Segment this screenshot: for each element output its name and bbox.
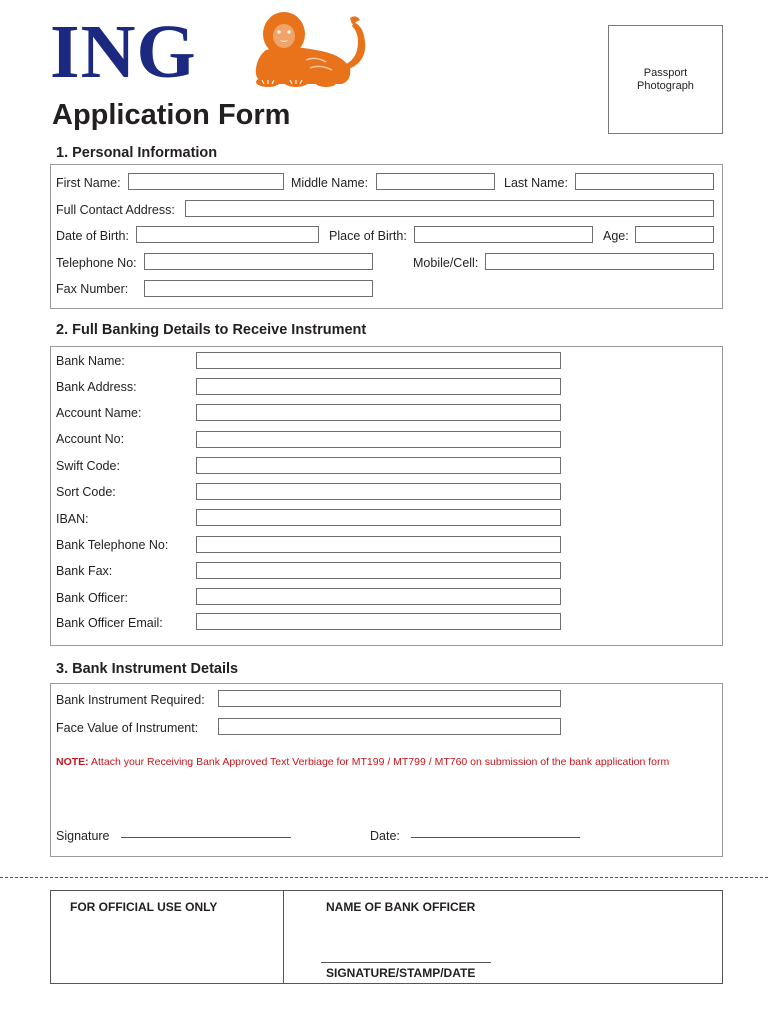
bank-address-input[interactable] bbox=[196, 378, 561, 395]
instrument-section-title: 3. Bank Instrument Details bbox=[56, 661, 239, 677]
account-name-input[interactable] bbox=[196, 404, 561, 421]
note-body: Attach your Receiving Bank Approved Text Verbiage for MT199 / MT799 / MT760 on submission of the bank application form bbox=[91, 756, 670, 768]
bank-officer-label: Bank Officer: bbox=[56, 591, 129, 605]
bank-telephone-label: Bank Telephone No: bbox=[56, 538, 169, 552]
telephone-input[interactable] bbox=[144, 253, 373, 270]
passport-photo-box[interactable] bbox=[608, 25, 723, 134]
first-name-input[interactable] bbox=[128, 173, 284, 190]
passport-photo-label: Passport Photograph bbox=[637, 66, 694, 92]
bank-officer-input[interactable] bbox=[196, 588, 561, 605]
dob-label: Date of Birth: bbox=[56, 229, 129, 243]
page-title: Application Form bbox=[52, 99, 291, 131]
bank-telephone-input[interactable] bbox=[196, 536, 561, 553]
middle-name-label: Middle Name: bbox=[291, 176, 369, 190]
dob-input[interactable] bbox=[136, 226, 319, 243]
telephone-label: Telephone No: bbox=[56, 256, 137, 270]
iban-input[interactable] bbox=[196, 509, 561, 526]
signature-line[interactable] bbox=[121, 837, 291, 838]
banking-section-title: 2. Full Banking Details to Receive Instrument bbox=[56, 322, 367, 338]
dashed-separator bbox=[0, 877, 768, 878]
instrument-required-input[interactable] bbox=[218, 690, 561, 707]
official-use-label: FOR OFFICIAL USE ONLY bbox=[70, 900, 218, 914]
bank-name-label: Bank Name: bbox=[56, 354, 125, 368]
place-of-birth-input[interactable] bbox=[414, 226, 593, 243]
age-label: Age: bbox=[603, 229, 629, 243]
personal-section-title: 1. Personal Information bbox=[56, 145, 218, 161]
date-label: Date: bbox=[370, 829, 400, 843]
bank-address-label: Bank Address: bbox=[56, 380, 137, 394]
fax-label: Fax Number: bbox=[56, 282, 129, 296]
account-no-label: Account No: bbox=[56, 432, 125, 446]
fax-input[interactable] bbox=[144, 280, 373, 297]
sort-code-input[interactable] bbox=[196, 483, 561, 500]
middle-name-input[interactable] bbox=[376, 173, 495, 190]
face-value-label: Face Value of Instrument: bbox=[56, 721, 199, 735]
address-label: Full Contact Address: bbox=[56, 203, 175, 217]
mobile-input[interactable] bbox=[485, 253, 714, 270]
account-name-label: Account Name: bbox=[56, 406, 142, 420]
official-use-divider bbox=[283, 890, 284, 984]
officer-signature-line[interactable] bbox=[321, 962, 491, 963]
place-of-birth-label: Place of Birth: bbox=[329, 229, 407, 243]
mobile-label: Mobile/Cell: bbox=[413, 256, 479, 270]
ing-logo-text: ING bbox=[50, 10, 197, 94]
sort-code-label: Sort Code: bbox=[56, 485, 116, 499]
bank-officer-email-input[interactable] bbox=[196, 613, 561, 630]
note-label: NOTE: bbox=[56, 756, 89, 768]
signature-stamp-date-label: SIGNATURE/STAMP/DATE bbox=[326, 966, 476, 980]
age-input[interactable] bbox=[635, 226, 714, 243]
swift-code-input[interactable] bbox=[196, 457, 561, 474]
face-value-input[interactable] bbox=[218, 718, 561, 735]
note-text bbox=[56, 756, 669, 768]
account-no-input[interactable] bbox=[196, 431, 561, 448]
lion-logo-icon bbox=[246, 10, 374, 88]
bank-fax-label: Bank Fax: bbox=[56, 564, 113, 578]
last-name-input[interactable] bbox=[575, 173, 714, 190]
bank-fax-input[interactable] bbox=[196, 562, 561, 579]
swift-code-label: Swift Code: bbox=[56, 459, 120, 473]
iban-label: IBAN: bbox=[56, 512, 89, 526]
instrument-required-label: Bank Instrument Required: bbox=[56, 693, 205, 707]
signature-label: Signature bbox=[56, 829, 110, 843]
date-line[interactable] bbox=[411, 837, 580, 838]
bank-name-input[interactable] bbox=[196, 352, 561, 369]
bank-officer-email-label: Bank Officer Email: bbox=[56, 616, 163, 630]
address-input[interactable] bbox=[185, 200, 714, 217]
bank-officer-name-label: NAME OF BANK OFFICER bbox=[326, 900, 476, 914]
last-name-label: Last Name: bbox=[504, 176, 568, 190]
first-name-label: First Name: bbox=[56, 176, 121, 190]
